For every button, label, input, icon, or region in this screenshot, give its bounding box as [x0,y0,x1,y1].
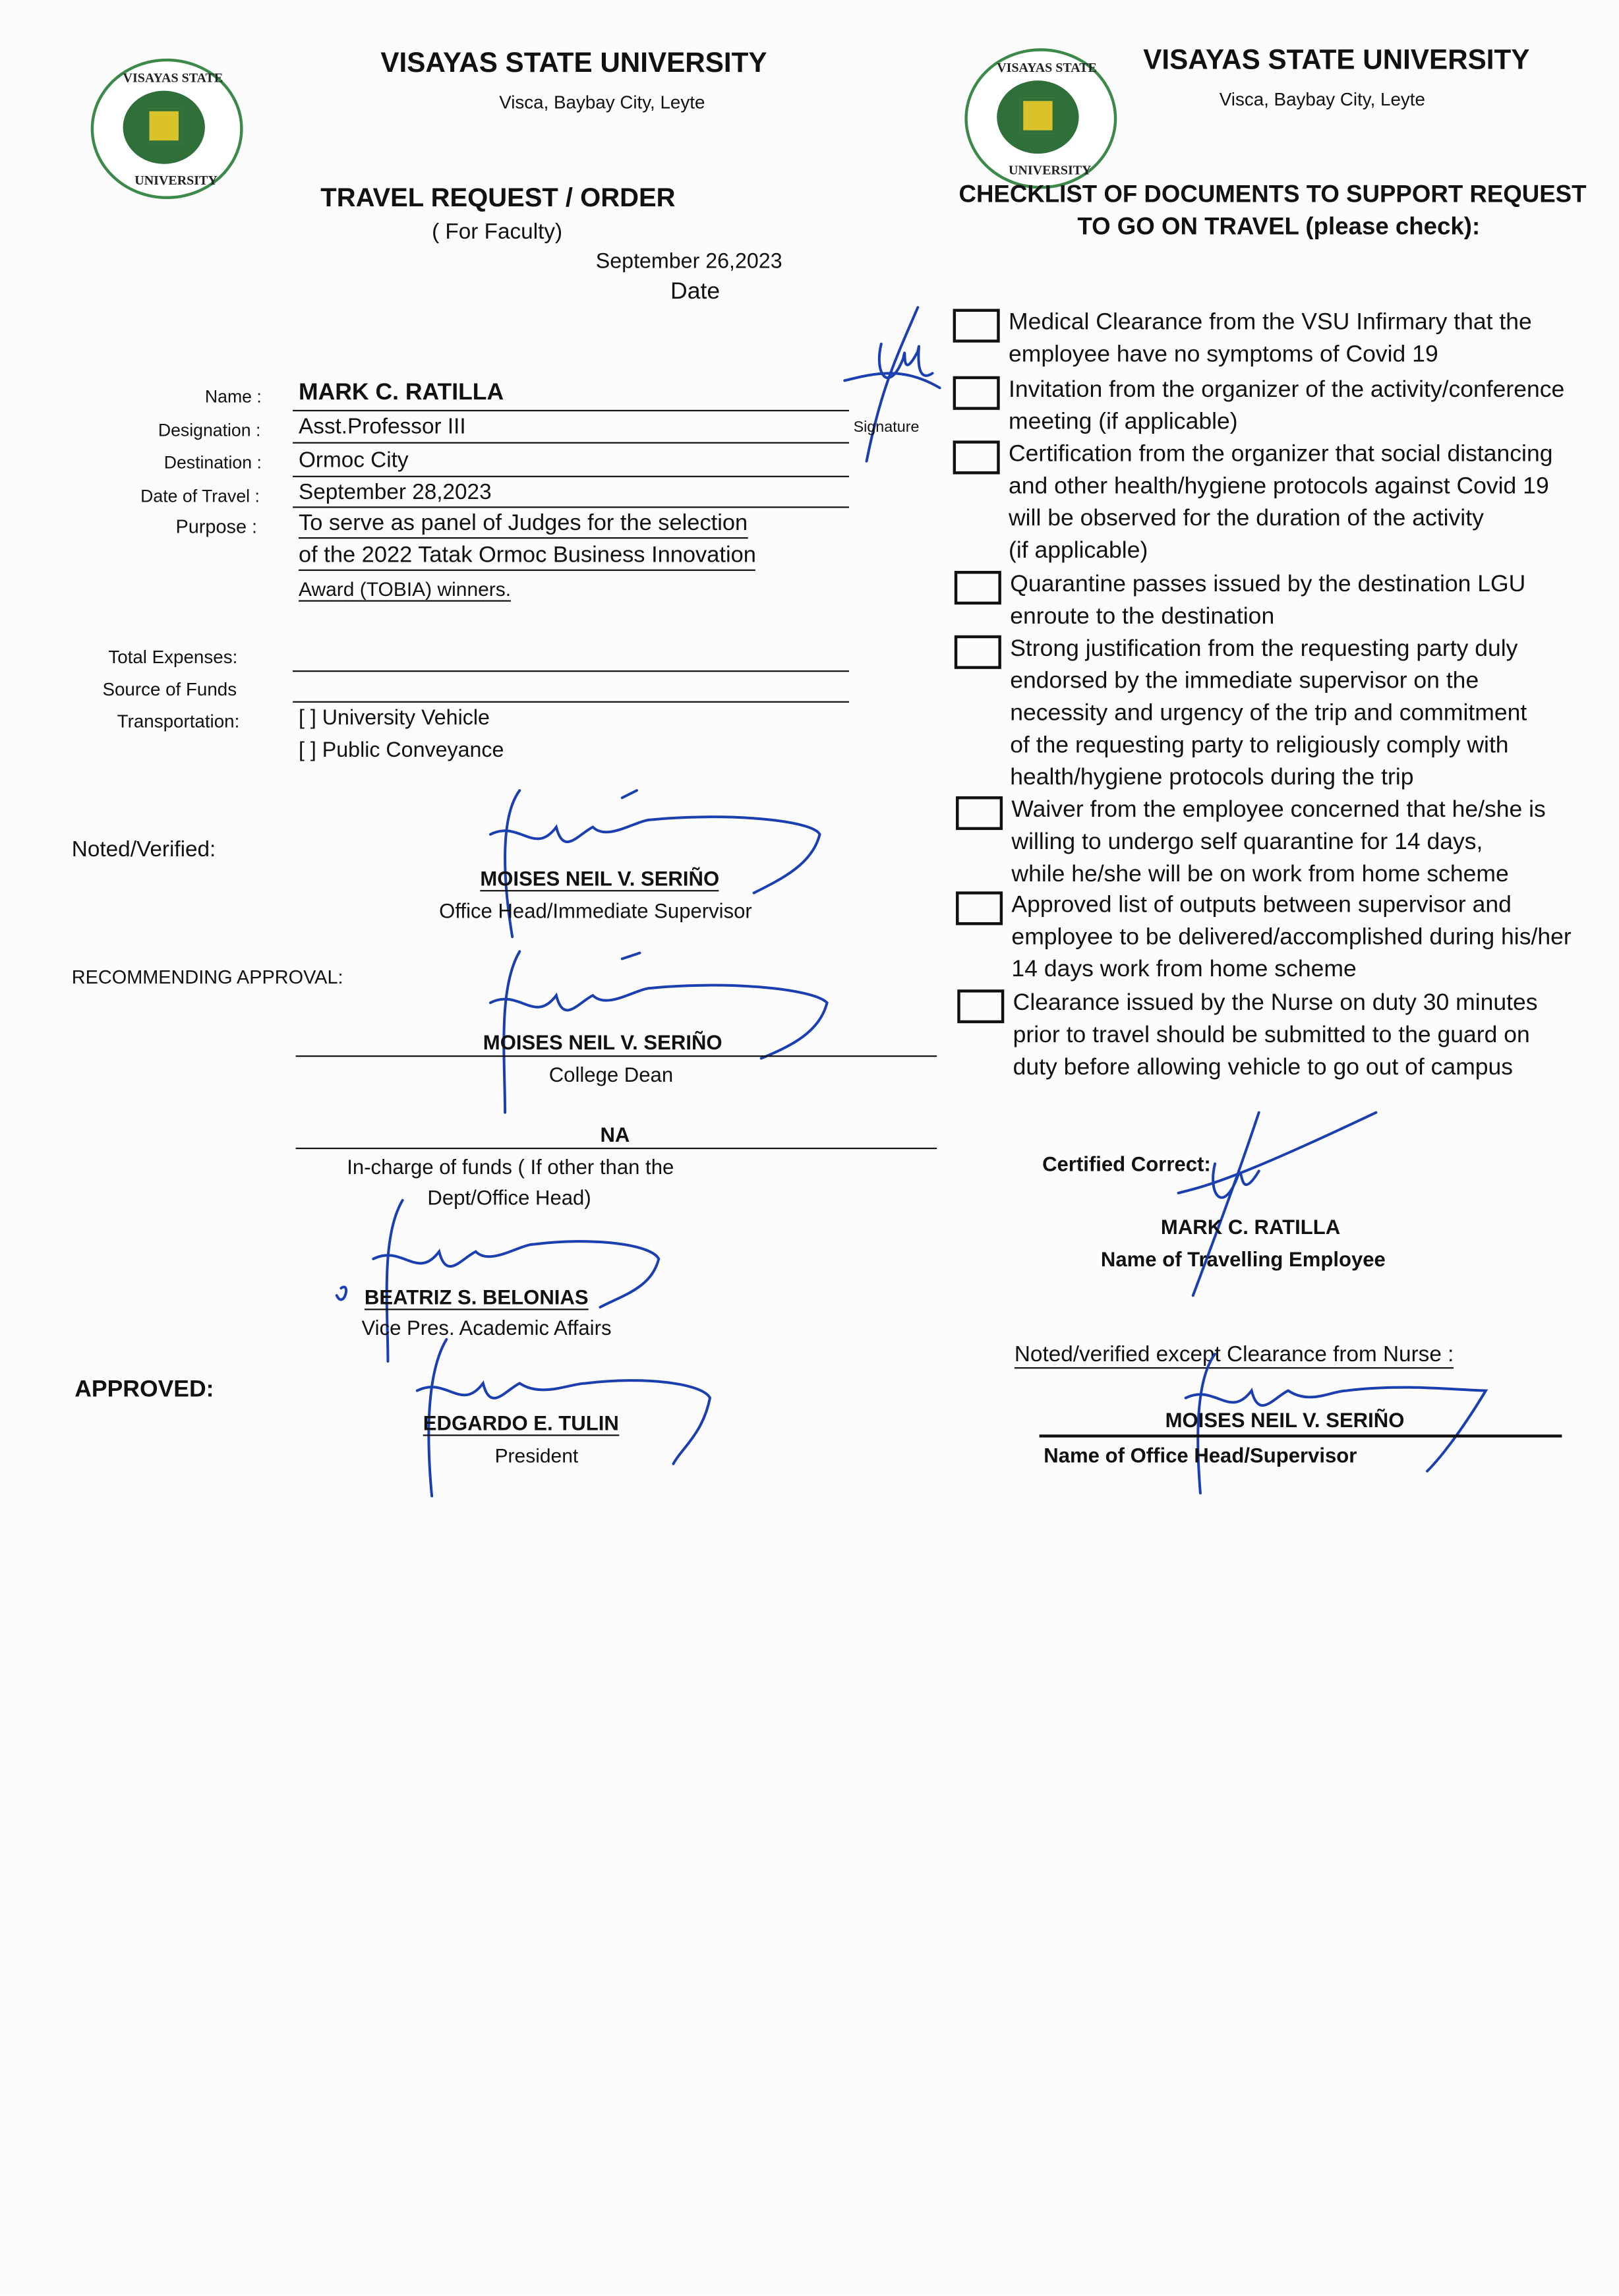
president-title: President [494,1444,579,1467]
checklist-item-text: employee to be delivered/accomplished during his/her [1011,925,1572,951]
funds-in-charge-title-1: In-charge of funds ( If other than the [347,1155,674,1179]
noted-except-nurse-label: Noted/verified except Clearance from Nurse : [1015,1342,1454,1369]
checklist-item-text: Quarantine passes issued by the destination LGU [1010,572,1526,598]
president-name: EDGARDO E. TULIN [423,1411,619,1436]
transportation-label: Transportation: [117,711,240,732]
checklist-item-text: and other health/hygiene protocols against Covid 19 [1008,474,1549,500]
name-label: Name : [204,386,262,407]
date-of-travel-value[interactable]: September 28,2023 [299,480,492,506]
checklist-checkbox[interactable] [953,376,1000,410]
university-name-right: VISAYAS STATE UNIVERSITY [1143,45,1530,76]
checklist-title-1: CHECKLIST OF DOCUMENTS TO SUPPORT REQUEST [958,181,1587,208]
date-value: September 26,2023 [595,250,782,274]
checklist-item-text: health/hygiene protocols during the trip [1010,765,1414,791]
recommending-approval-label: RECOMMENDING APPROVAL: [71,966,343,988]
checklist-item-text: Approved list of outputs between supervisor and [1011,893,1512,918]
checklist-checkbox[interactable] [957,989,1004,1023]
checklist-title-2: TO GO ON TRAVEL (please check): [1077,214,1481,241]
dean-title: College Dean [548,1063,674,1086]
total-expenses-label: Total Expenses: [108,647,238,668]
name-value[interactable]: MARK C. RATILLA [299,380,504,406]
purpose-line-1[interactable]: To serve as panel of Judges for the selection [299,511,748,539]
office-head-title: Name of Office Head/Supervisor [1044,1443,1357,1467]
checklist-item-text: Certification from the organizer that social distancing [1008,442,1553,467]
destination-label: Destination : [163,452,262,473]
signature-label: Signature [853,419,920,436]
purpose-line-2[interactable]: of the 2022 Tatak Ormoc Business Innovation [299,543,756,571]
checklist-item-text: willing to undergo self quarantine for 14 days, [1011,830,1483,855]
checklist-item-text: enroute to the destination [1010,604,1275,630]
checklist-item-text: prior to travel should be submitted to the guard on [1013,1023,1530,1048]
funds-in-charge-title-2: Dept/Office Head) [427,1185,591,1210]
checklist-item-text: 14 days work from home scheme [1011,957,1357,983]
supervisor-signature [476,776,842,951]
checklist-item-text: duty before allowing vehicle to go out of campus [1013,1055,1514,1080]
checklist-item-text: meeting (if applicable) [1008,409,1238,435]
checklist-checkbox[interactable] [953,309,1000,343]
office-head-name: MOISES NEIL V. SERIÑO [1165,1408,1405,1432]
checklist-item-text: Medical Clearance from the VSU Infirmary that the [1008,310,1532,336]
public-conveyance-option[interactable]: [ ] Public Conveyance [299,739,504,763]
supervisor-title: Office Head/Immediate Supervisor [439,898,752,922]
checklist-item-text: of the requesting party to religiously comply with [1010,733,1509,759]
university-name: VISAYAS STATE UNIVERSITY [380,48,767,79]
date-of-travel-label: Date of Travel : [140,486,260,507]
checklist-item-text: employee have no symptoms of Covid 19 [1008,342,1438,368]
destination-value[interactable]: Ormoc City [299,448,409,473]
designation-value[interactable]: Asst.Professor III [299,414,466,440]
designation-label: Designation : [158,420,261,441]
checklist-item-text: Strong justification from the requesting party duly [1010,636,1518,662]
checklist-item-text: Clearance issued by the Nurse on duty 30 minutes [1013,991,1538,1016]
checklist-item-text: while he/she will be on work from home scheme [1011,862,1509,887]
vice-president-name: BEATRIZ S. BELONIAS [365,1285,589,1310]
university-seal-logo: VISAYAS STATE UNIVERSITY [91,59,243,199]
certified-correct-label: Certified Correct: [1042,1152,1211,1176]
university-address: Visca, Baybay City, Leyte [499,92,705,113]
purpose-line-3[interactable]: Award (TOBIA) winners. [299,578,511,602]
checklist-checkbox[interactable] [955,635,1001,669]
vice-president-title: Vice Pres. Academic Affairs [361,1316,612,1339]
employee-title: Name of Travelling Employee [1100,1247,1386,1271]
purpose-label: Purpose : [175,515,258,537]
university-seal-logo-right: VISAYAS STATE UNIVERSITY [964,48,1117,189]
checklist-item-text: will be observed for the duration of the activity [1008,506,1484,532]
checklist-item-text: Invitation from the organizer of the activity/conference [1008,377,1565,403]
checklist-item-text: necessity and urgency of the trip and commitment [1010,701,1527,726]
employee-signature [1171,1105,1390,1310]
applicant-signature [837,300,955,475]
checklist-checkbox[interactable] [955,571,1001,604]
university-vehicle-option[interactable]: [ ] University Vehicle [299,707,490,731]
checklist-item-text: endorsed by the immediate supervisor on the [1010,668,1479,694]
checklist-checkbox[interactable] [953,440,1000,474]
university-address-right: Visca, Baybay City, Leyte [1219,89,1425,110]
supervisor-name: MOISES NEIL V. SERIÑO [480,867,719,892]
funds-in-charge-value: NA [600,1123,630,1146]
checklist-item-text: Waiver from the employee concerned that he/she is [1011,798,1546,823]
checklist-checkbox[interactable] [956,796,1003,830]
form-title: TRAVEL REQUEST / ORDER [320,183,676,212]
dean-name: MOISES NEIL V. SERIÑO [483,1030,722,1054]
source-of-funds-label: Source of Funds [102,679,237,700]
form-subtitle: ( For Faculty) [432,220,563,245]
checklist-checkbox[interactable] [956,891,1003,925]
date-label: Date [670,280,721,305]
approved-label: APPROVED: [74,1377,214,1403]
checklist-item-text: (if applicable) [1008,539,1148,564]
employee-name: MARK C. RATILLA [1160,1215,1341,1239]
noted-verified-label: Noted/Verified: [71,837,216,862]
